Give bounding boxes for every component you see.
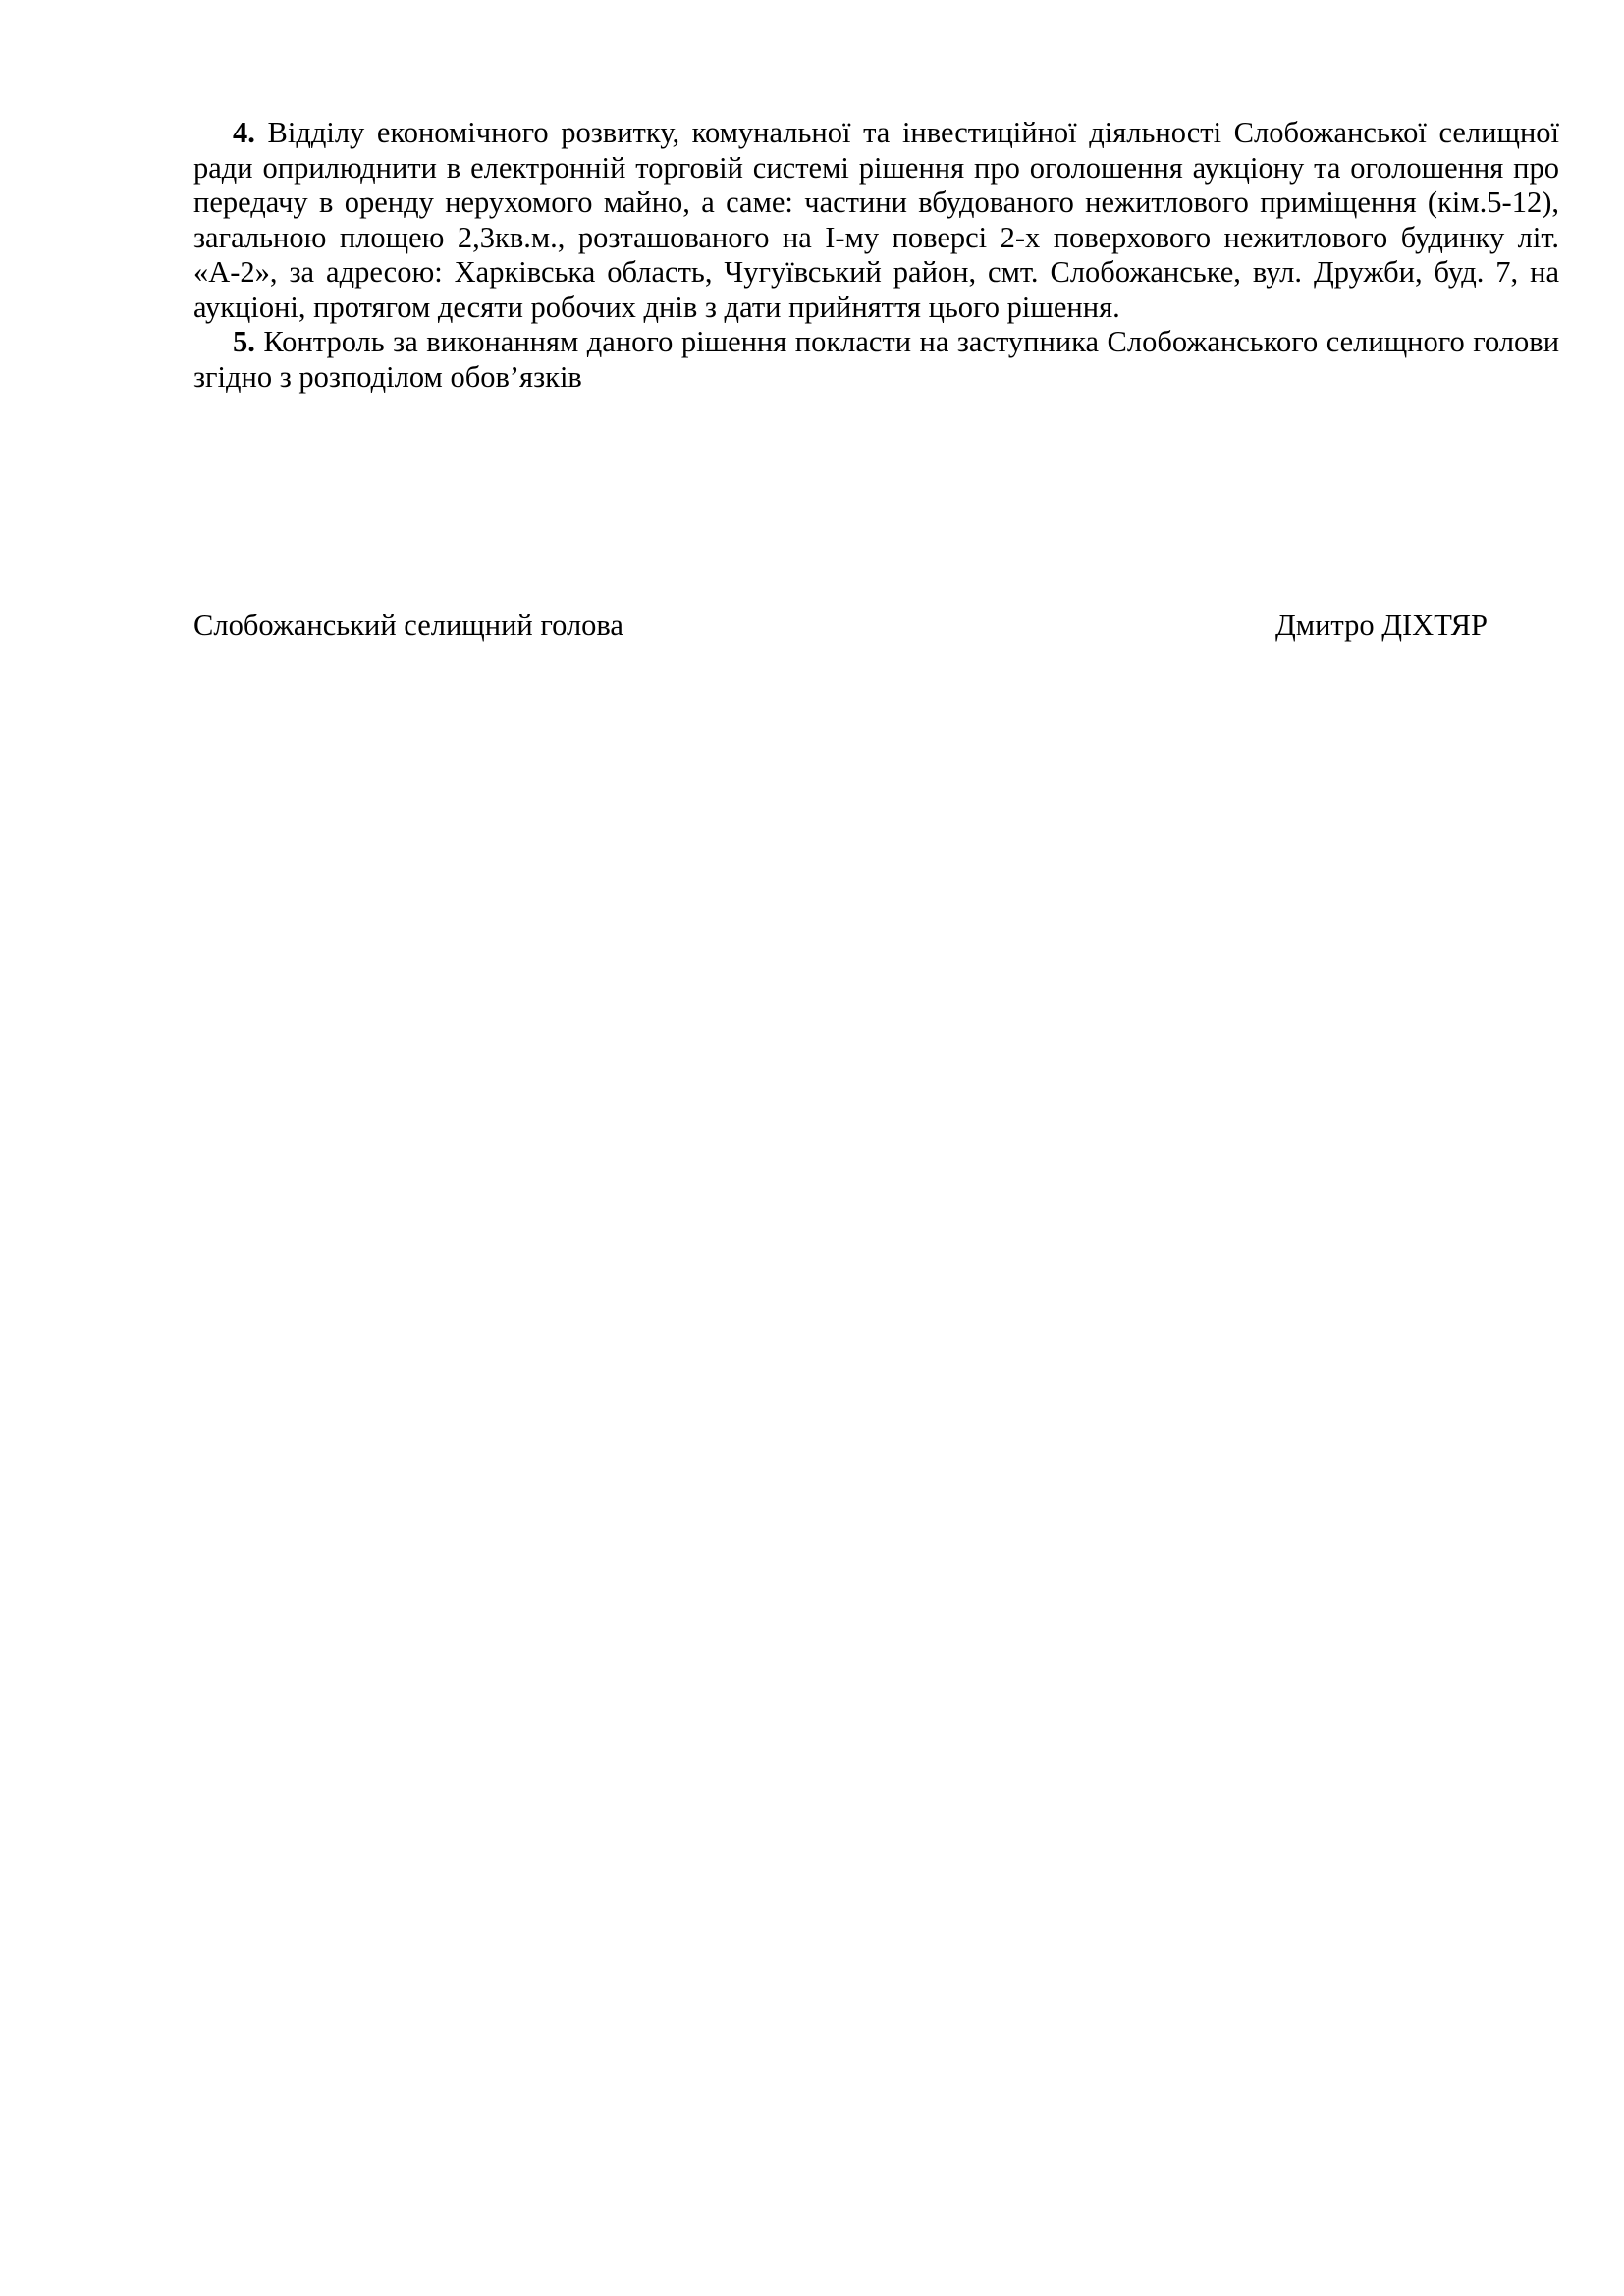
paragraph-4-number: 4. — [233, 116, 255, 149]
signature-name: Дмитро ДІХТЯР — [1274, 609, 1488, 642]
paragraph-5 — [193, 325, 1559, 395]
paragraph-4 — [193, 116, 1559, 325]
paragraph-5-text: Контроль за виконанням даного рішення покласти на заступника Слобожанського селищного голови згідно з розподілом обов’язків — [193, 325, 1560, 394]
document-body — [193, 116, 1559, 395]
paragraph-5-number: 5. — [233, 325, 255, 358]
signature-block — [193, 609, 1488, 644]
signature-position: Слобожанський селищний голова — [193, 609, 623, 642]
paragraph-4-text: Відділу економічного розвитку, комунальної та інвестиційної діяльності Слобожанської селищної ради оприлюднити в електронній торговій системі рішення про оголошення аукціону та оголошення про передачу в оренду нерухомого майно, а саме: частини вбудованого нежитлового приміщення (кім.5-12), загальною площею 2,3кв.м., розташованого на I-му поверсі 2-х поверхового нежитлового будинку літ. «А-2», за адресою: Харківська область, Чугуївський район, смт. Слобожанське, вул. Дружби, буд. 7, на аукціоні, протягом десяти робочих днів з дати прийняття цього рішення. — [193, 116, 1559, 324]
